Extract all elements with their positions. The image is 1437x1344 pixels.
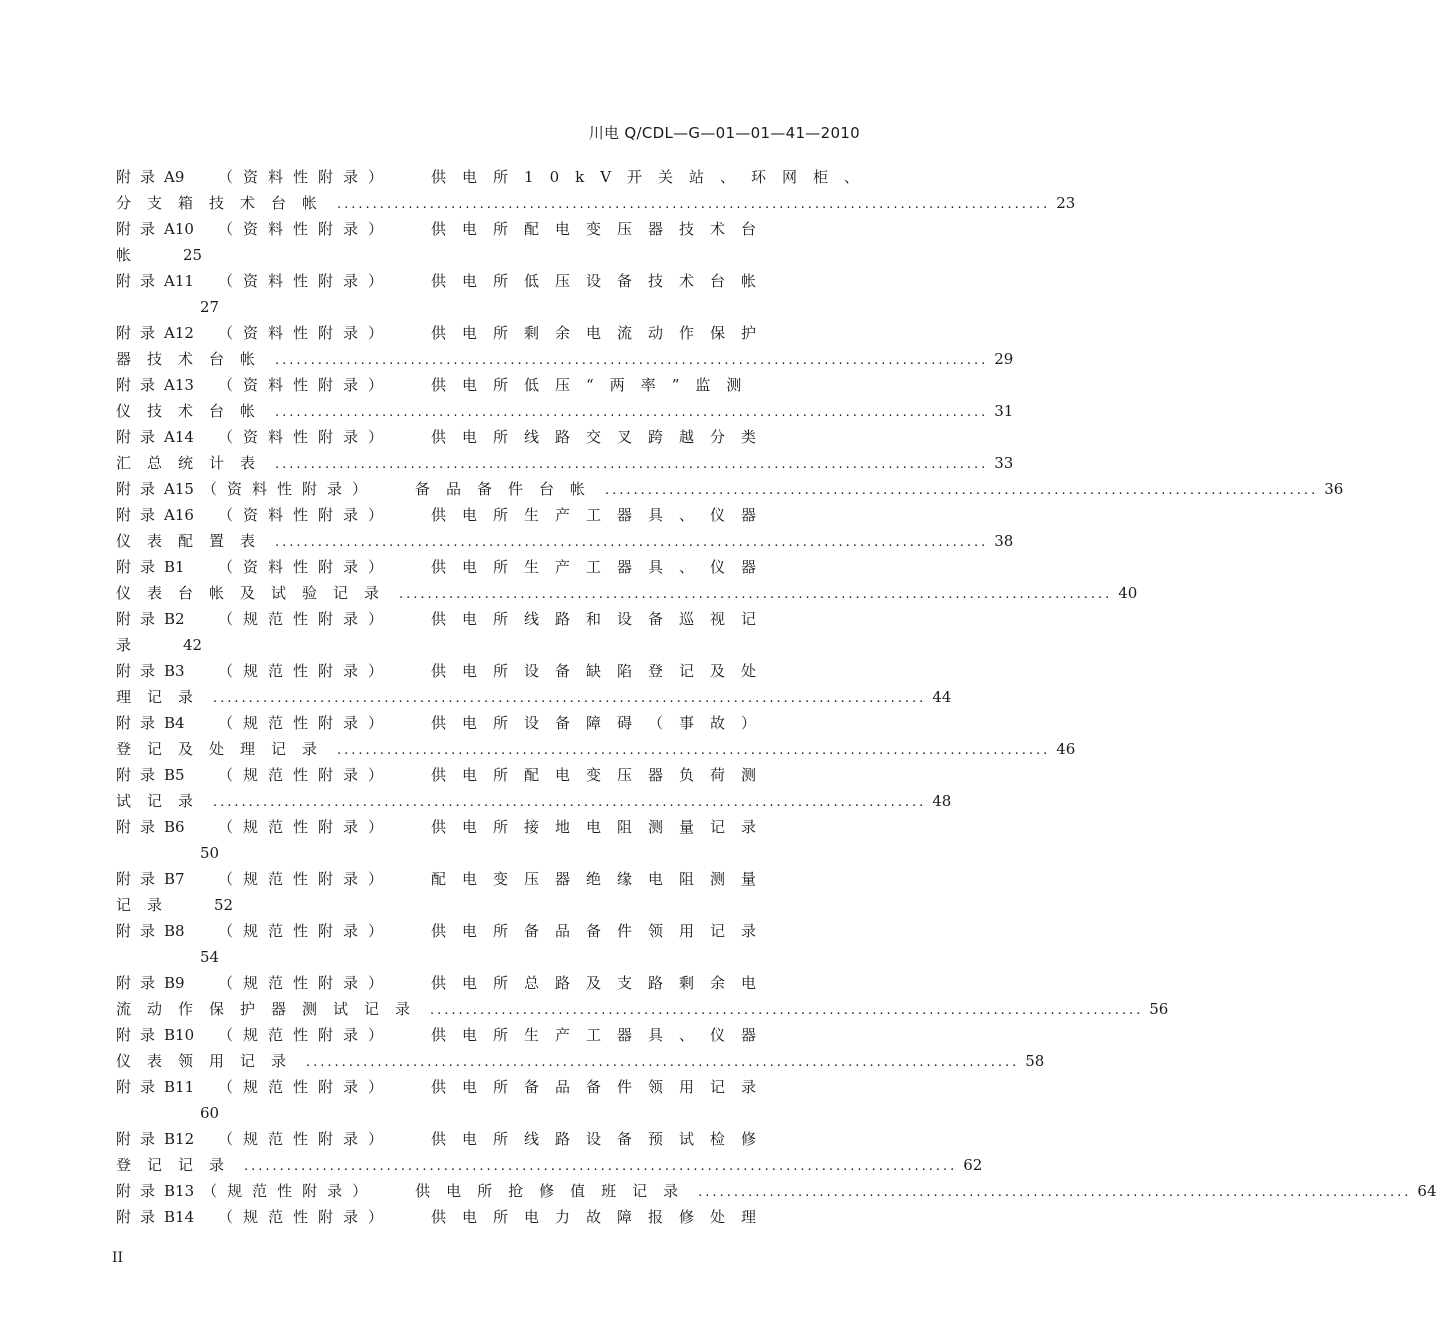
appendix-title: 供电所线路设备预试检修: [431, 1130, 773, 1148]
appendix-prefix: 附录: [116, 818, 165, 836]
appendix-title: 配电变压器绝缘电阻测量: [431, 870, 773, 888]
toc-entry-heading[interactable]: [116, 164, 876, 190]
appendix-title-cont: 帐: [116, 246, 148, 264]
appendix-code: B2: [164, 610, 185, 628]
appendix-prefix: 附录: [116, 610, 165, 628]
leader-dots: ....................................................................................................: [275, 535, 989, 550]
appendix-title: 供电所生产工器具、仪器: [431, 1026, 773, 1044]
appendix-prefix: 附录: [116, 376, 165, 394]
appendix-type: （资料性附录）: [218, 220, 394, 238]
appendix-prefix: 附录: [116, 766, 165, 784]
appendix-prefix: 附录: [116, 1208, 165, 1226]
page-ref: 33: [994, 454, 1014, 472]
appendix-title-cont: 登记及处理记录: [116, 740, 334, 758]
toc-entry-continuation[interactable]: [116, 528, 1014, 554]
page-ref: 27: [200, 298, 220, 316]
appendix-title-cont: 录: [116, 636, 148, 654]
toc-entry-heading[interactable]: [116, 918, 846, 944]
appendix-code: B13: [164, 1182, 195, 1200]
leader-dots: ....................................................................................................: [306, 1055, 1020, 1070]
appendix-code: B7: [164, 870, 185, 888]
page-ref: 50: [200, 844, 220, 862]
appendix-title: 供电所线路交叉跨越分类: [431, 428, 773, 446]
appendix-code: A10: [164, 220, 194, 238]
page-ref: 48: [932, 792, 952, 810]
leader-dots: ....................................................................................................: [213, 795, 927, 810]
page-ref: 42: [183, 636, 203, 654]
page-ref: 23: [1056, 194, 1076, 212]
appendix-type: （规范性附录）: [218, 818, 394, 836]
appendix-code: B10: [164, 1026, 195, 1044]
toc-entry-continuation[interactable]: [116, 242, 846, 268]
appendix-title-cont: 仪表领用记录: [116, 1052, 303, 1070]
page-ref: 64: [1417, 1182, 1437, 1200]
leader-dots: ....................................................................................................: [244, 1159, 958, 1174]
page-ref: 38: [994, 532, 1014, 550]
appendix-code: A9: [164, 168, 185, 186]
appendix-type: （资料性附录）: [218, 506, 394, 524]
leader-dots: ....................................................................................................: [399, 587, 1113, 602]
toc-entry-heading[interactable]: [116, 1126, 846, 1152]
appendix-type: （规范性附录）: [218, 870, 394, 888]
appendix-title-cont: 仪表台帐及试验记录: [116, 584, 396, 602]
appendix-title-cont: 汇总统计表: [116, 454, 272, 472]
appendix-title-cont: 仪技术台帐: [116, 402, 272, 420]
toc-entry-heading[interactable]: [116, 268, 846, 294]
appendix-type: （资料性附录）: [218, 558, 394, 576]
appendix-title: 备品备件台帐: [414, 480, 601, 498]
toc-entry-heading[interactable]: [116, 1178, 1437, 1204]
toc-entry-continuation[interactable]: [116, 840, 846, 866]
appendix-type: （规范性附录）: [218, 714, 394, 732]
appendix-prefix: 附录: [116, 480, 165, 498]
toc-entry-heading[interactable]: [116, 762, 846, 788]
appendix-code: A15: [164, 480, 194, 498]
toc-entry-heading[interactable]: [116, 372, 846, 398]
appendix-title-cont: 试记录: [116, 792, 210, 810]
appendix-title: 供电所抢修值班记录: [415, 1182, 695, 1200]
appendix-title: 供电所配电变压器负荷测: [431, 766, 773, 784]
toc-entry-heading[interactable]: [116, 866, 846, 892]
appendix-title: 供电所备品备件领用记录: [431, 922, 773, 940]
toc-entry-continuation[interactable]: [116, 190, 1076, 216]
appendix-prefix: 附录: [116, 506, 165, 524]
toc-entry-continuation[interactable]: [116, 632, 846, 658]
appendix-prefix: 附录: [116, 1026, 165, 1044]
appendix-title: 供电所剩余电流动作保护: [431, 324, 773, 342]
appendix-prefix: 附录: [116, 168, 165, 186]
toc-entry-heading[interactable]: [116, 1074, 846, 1100]
appendix-type: （规范性附录）: [218, 766, 394, 784]
leader-dots: ....................................................................................................: [430, 1003, 1144, 1018]
appendix-code: A16: [164, 506, 194, 524]
appendix-code: B9: [164, 974, 185, 992]
appendix-type: （资料性附录）: [218, 168, 394, 186]
page-ref: 46: [1056, 740, 1076, 758]
page-ref: 58: [1025, 1052, 1045, 1070]
appendix-title-cont: 理记录: [116, 688, 210, 706]
appendix-code: A11: [164, 272, 194, 290]
appendix-prefix: 附录: [116, 714, 165, 732]
toc-entry-heading[interactable]: [116, 424, 846, 450]
toc-entry-heading[interactable]: [116, 606, 846, 632]
appendix-code: B5: [164, 766, 185, 784]
leader-dots: ....................................................................................................: [337, 197, 1051, 212]
toc-entry-heading[interactable]: [116, 476, 1344, 502]
leader-dots: ....................................................................................................: [275, 353, 989, 368]
appendix-title: 供电所配电变压器技术台: [431, 220, 773, 238]
toc-entry-continuation[interactable]: [116, 346, 1014, 372]
appendix-title: 供电所设备障碍（事故）: [431, 714, 773, 732]
appendix-title-cont: 流动作保护器测试记录: [116, 1000, 427, 1018]
appendix-prefix: 附录: [116, 662, 165, 680]
appendix-prefix: 附录: [116, 220, 165, 238]
leader-dots: ....................................................................................................: [213, 691, 927, 706]
toc-entry-continuation[interactable]: [116, 580, 1138, 606]
appendix-code: B12: [164, 1130, 195, 1148]
appendix-type: （规范性附录）: [218, 1130, 394, 1148]
toc-entry-heading[interactable]: [116, 216, 846, 242]
toc-entry-continuation[interactable]: [116, 684, 952, 710]
toc-entry-heading[interactable]: [116, 1022, 846, 1048]
appendix-type: （资料性附录）: [218, 272, 394, 290]
page-ref: 25: [183, 246, 203, 264]
toc-entry-continuation[interactable]: [116, 1152, 983, 1178]
appendix-title: 供电所生产工器具、仪器: [431, 506, 773, 524]
leader-dots: ....................................................................................................: [698, 1185, 1412, 1200]
toc-entry-continuation[interactable]: [116, 398, 1014, 424]
toc-entry-heading[interactable]: [116, 814, 846, 840]
toc-entry-heading[interactable]: [116, 554, 846, 580]
appendix-type: （规范性附录）: [218, 1208, 394, 1226]
toc-entry-heading[interactable]: [116, 502, 846, 528]
appendix-code: B3: [164, 662, 185, 680]
toc-entry-continuation[interactable]: [116, 996, 1169, 1022]
page-number: II: [112, 1250, 124, 1266]
appendix-title-cont: 登记记录: [116, 1156, 241, 1174]
table-of-contents: [116, 164, 1437, 1230]
toc-entry-heading[interactable]: [116, 658, 846, 684]
appendix-title-cont: 器技术台帐: [116, 350, 272, 368]
appendix-code: A14: [164, 428, 194, 446]
toc-entry-heading[interactable]: [116, 970, 846, 996]
appendix-code: B4: [164, 714, 185, 732]
page-ref: 44: [932, 688, 952, 706]
appendix-title: 供电所低压“两率”监测: [431, 376, 758, 394]
page-ref: 60: [200, 1104, 220, 1122]
page-ref: 36: [1324, 480, 1344, 498]
appendix-title-cont: 仪表配置表: [116, 532, 272, 550]
page-ref: 31: [994, 402, 1014, 420]
appendix-code: B8: [164, 922, 185, 940]
appendix-type: （资料性附录）: [201, 480, 377, 498]
appendix-title: 供电所接地电阻测量记录: [431, 818, 773, 836]
toc-entry-continuation[interactable]: [116, 294, 846, 320]
appendix-code: B14: [164, 1208, 195, 1226]
appendix-code: B11: [164, 1078, 195, 1096]
leader-dots: ....................................................................................................: [337, 743, 1051, 758]
toc-entry-continuation[interactable]: [116, 944, 846, 970]
appendix-code: A12: [164, 324, 194, 342]
page-ref: 56: [1149, 1000, 1169, 1018]
appendix-type: （规范性附录）: [218, 610, 394, 628]
appendix-prefix: 附录: [116, 324, 165, 342]
toc-entry-continuation[interactable]: [116, 450, 1014, 476]
appendix-title: 供电所10kV开关站、环网柜、: [431, 168, 876, 186]
appendix-title: 供电所生产工器具、仪器: [431, 558, 773, 576]
appendix-prefix: 附录: [116, 870, 165, 888]
toc-entry-continuation[interactable]: [116, 1048, 1045, 1074]
appendix-prefix: 附录: [116, 558, 165, 576]
page-ref: 52: [214, 896, 234, 914]
appendix-type: （资料性附录）: [218, 376, 394, 394]
appendix-code: B1: [164, 558, 185, 576]
appendix-title: 供电所备品备件领用记录: [431, 1078, 773, 1096]
appendix-title: 供电所设备缺陷登记及处: [431, 662, 773, 680]
toc-entry-heading[interactable]: [116, 320, 846, 346]
appendix-type: （规范性附录）: [218, 662, 394, 680]
appendix-type: （规范性附录）: [218, 974, 394, 992]
appendix-type: （资料性附录）: [218, 428, 394, 446]
page-ref: 29: [994, 350, 1014, 368]
toc-entry-heading[interactable]: [116, 1204, 846, 1230]
page-ref: 62: [963, 1156, 983, 1174]
appendix-type: （资料性附录）: [218, 324, 394, 342]
toc-entry-continuation[interactable]: [116, 1100, 846, 1126]
leader-dots: ....................................................................................................: [604, 483, 1319, 498]
page-ref: 40: [1118, 584, 1138, 602]
leader-dots: ....................................................................................................: [275, 405, 989, 420]
document-code: 川电 Q/CDL—G—01—01—41—2010: [588, 124, 860, 142]
appendix-type: （规范性附录）: [218, 922, 394, 940]
toc-entry-continuation[interactable]: [116, 788, 952, 814]
appendix-prefix: 附录: [116, 1130, 165, 1148]
appendix-type: （规范性附录）: [218, 1026, 394, 1044]
appendix-title: 供电所电力故障报修处理: [431, 1208, 773, 1226]
appendix-prefix: 附录: [116, 1078, 165, 1096]
appendix-title: 供电所总路及支路剩余电: [431, 974, 773, 992]
page-ref: 54: [200, 948, 220, 966]
appendix-title: 供电所低压设备技术台帐: [431, 272, 773, 290]
appendix-prefix: 附录: [116, 922, 165, 940]
appendix-code: B6: [164, 818, 185, 836]
appendix-title-cont: 记录: [116, 896, 179, 914]
appendix-type: （规范性附录）: [218, 1078, 394, 1096]
toc-entry-continuation[interactable]: [116, 892, 846, 918]
toc-entry-continuation[interactable]: [116, 736, 1076, 762]
appendix-code: A13: [164, 376, 194, 394]
appendix-prefix: 附录: [116, 974, 165, 992]
toc-entry-heading[interactable]: [116, 710, 846, 736]
appendix-title: 供电所线路和设备巡视记: [431, 610, 773, 628]
appendix-title-cont: 分支箱技术台帐: [116, 194, 334, 212]
appendix-type: （规范性附录）: [202, 1182, 378, 1200]
appendix-prefix: 附录: [116, 272, 165, 290]
appendix-prefix: 附录: [116, 1182, 165, 1200]
appendix-prefix: 附录: [116, 428, 165, 446]
leader-dots: ....................................................................................................: [275, 457, 989, 472]
